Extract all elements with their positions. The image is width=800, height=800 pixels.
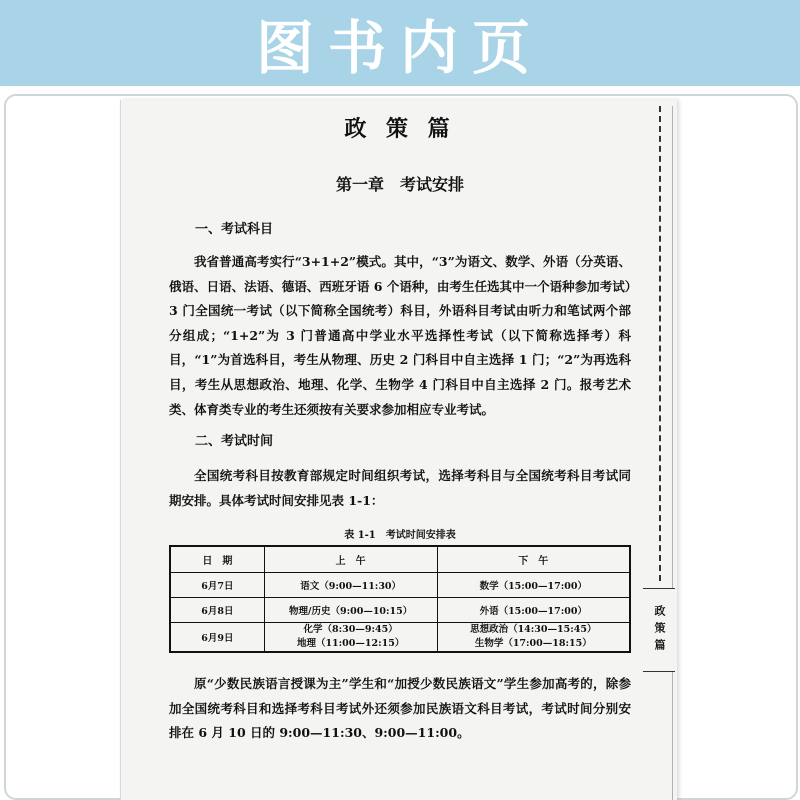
header-date: 日 期	[170, 546, 264, 573]
cell-date: 6月7日	[170, 573, 264, 598]
table-row	[170, 623, 630, 653]
side-tab-label: 政策篇	[653, 604, 666, 656]
section-title-subjects: 一、考试科目	[195, 222, 274, 237]
cell-date: 6月9日	[170, 623, 264, 653]
header-morning: 上 午	[264, 546, 437, 573]
cell-line: 地理（11:00—12:15）	[296, 638, 405, 649]
chapter-title: 第一章 考试安排	[335, 175, 464, 194]
page-edge-line	[672, 106, 673, 800]
table-row	[170, 598, 630, 623]
side-tab	[643, 588, 675, 672]
cell-line: 生物学（17:00—18:15）	[474, 638, 592, 649]
cell-afternoon: 数学（15:00—17:00）	[437, 573, 630, 598]
cell-morning: 语文（9:00—11:30）	[264, 573, 437, 598]
exam-schedule-table	[169, 545, 631, 653]
section-title-time: 二、考试时间	[195, 434, 274, 449]
cell-afternoon	[437, 623, 630, 653]
cell-morning: 物理/历史（9:00—10:15）	[264, 598, 437, 623]
header-afternoon: 下 午	[437, 546, 630, 573]
fold-dash-line	[659, 106, 661, 581]
cell-line: 化学（8:30—9:45）	[303, 624, 398, 635]
cell-afternoon: 外语（15:00—17:00）	[437, 598, 630, 623]
paragraph-subjects: 我省普通高考实行“3+1+2”模式。其中，“3”为语文、数学、外语（分英语、俄语、日语、法语、德语、西班牙语 6 个语种，由考生任选其中一个语种参加考试）3 门全国统一考试（以下简称全国统考）科目，外语科目考试由听力和笔试两个部分组成；“1+2”为 3 门普通高中学业水平选择性考试（以下简称选择考）科目，“1”为首选科目，考生从物理、历史 2 门科目中自主选择 1 门；“2”为再选科目，考生从思想政治、地理、化学、生物学 4 门科目中自主选择 2 门。报考艺术类、体育类专业的考生还须按有关要求参加相应专业考试。	[169, 254, 631, 417]
cell-line: 思想政治（14:30—15:45）	[470, 624, 597, 635]
cell-morning	[264, 623, 437, 653]
table-caption: 表 1-1 考试时间安排表	[344, 530, 456, 541]
paragraph-time: 全国统考科目按教育部规定时间组织考试，选择考科目与全国统考科目考试同期安排。具体考试时间安排见表 1-1：	[169, 468, 631, 508]
cell-date: 6月8日	[170, 598, 264, 623]
book-page	[120, 100, 677, 800]
table-row	[170, 573, 630, 598]
banner-title: 图书内页	[255, 14, 544, 82]
table-header-row	[170, 546, 630, 573]
paragraph-minority-language: 原“少数民族语言授课为主”学生和“加授少数民族语文”学生参加高考的，除参加全国统考科目和选择考科目考试外还须参加民族语文科目考试，考试时间分别安排在 6 月 10 日的 9:00—11:30、9:00—11:00。	[169, 676, 631, 741]
part-title: 政 策 篇	[344, 116, 456, 142]
banner	[0, 0, 800, 86]
